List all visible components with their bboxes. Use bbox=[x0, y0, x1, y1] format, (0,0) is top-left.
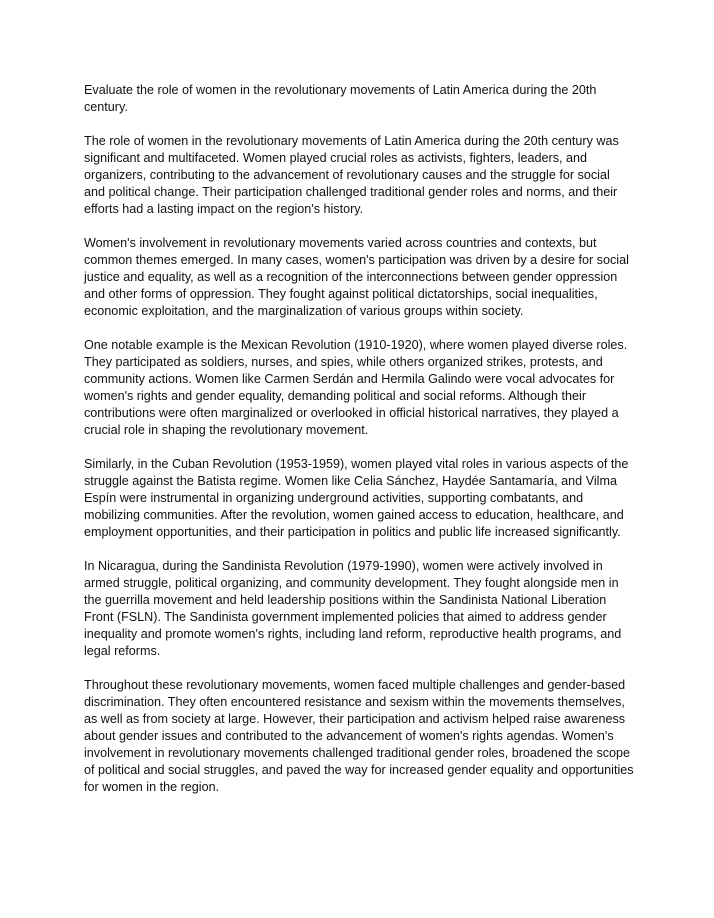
paragraph-6: Throughout these revolutionary movements, women faced multiple challenges and gender-based discrimination. They often encountered resistance and sexism within the movements themselves, as well as from society at large. However, their participation and activism helped raise awareness about gender issues and contributed to the advancement of women's rights agendas. Women's involvement in revolutionary movements challenged traditional gender roles, broadened the scope of political and social struggles, and paved the way for increased gender equality and opportunities for women in the region. bbox=[84, 678, 634, 794]
paragraph-3: One notable example is the Mexican Revolution (1910-1920), where women played diverse roles. They participated as soldiers, nurses, and spies, while others organized strikes, protests, and community actions. Women like Carmen Serdán and Hermila Galindo were vocal advocates for women's rights and gender equality, demanding political and social reforms. Although their contributions were often marginalized or overlooked in official historical narratives, they played a crucial role in shaping the revolutionary movement. bbox=[84, 338, 628, 437]
paragraph-1: The role of women in the revolutionary movements of Latin America during the 20th century was significant and multifaceted. Women played crucial roles as activists, fighters, leaders, and organizers, contributing to the advancement of revolutionary causes and the struggle for social and political change. Their participation challenged traditional gender roles and norms, and their efforts had a lasting impact on the region's history. bbox=[84, 134, 619, 216]
paragraph-4: Similarly, in the Cuban Revolution (1953-1959), women played vital roles in various aspects of the struggle against the Batista regime. Women like Celia Sánchez, Haydée Santamaría, and Vilma Espín were instrumental in organizing underground activities, supporting combatants, and mobilizing communities. After the revolution, women gained access to education, healthcare, and employment opportunities, and their participation in politics and public life increased significantly. bbox=[84, 457, 629, 539]
document-page bbox=[84, 82, 634, 813]
paragraph-5: In Nicaragua, during the Sandinista Revolution (1979-1990), women were actively involved in armed struggle, political organizing, and community development. They fought alongside men in the guerrilla movement and held leadership positions within the Sandinista National Liberation Front (FSLN). The Sandinista government implemented policies that aimed to address gender inequality and promote women's rights, including land reform, reproductive health programs, and legal reforms. bbox=[84, 559, 622, 658]
paragraph-2: Women's involvement in revolutionary movements varied across countries and contexts, but common themes emerged. In many cases, women's participation was driven by a desire for social justice and equality, as well as a recognition of the interconnections between gender oppression and other forms of oppression. They fought against political dictatorships, social inequalities, economic exploitation, and the marginalization of various groups within society. bbox=[84, 236, 629, 318]
question-text: Evaluate the role of women in the revolutionary movements of Latin America during the 20th century. bbox=[84, 83, 597, 114]
